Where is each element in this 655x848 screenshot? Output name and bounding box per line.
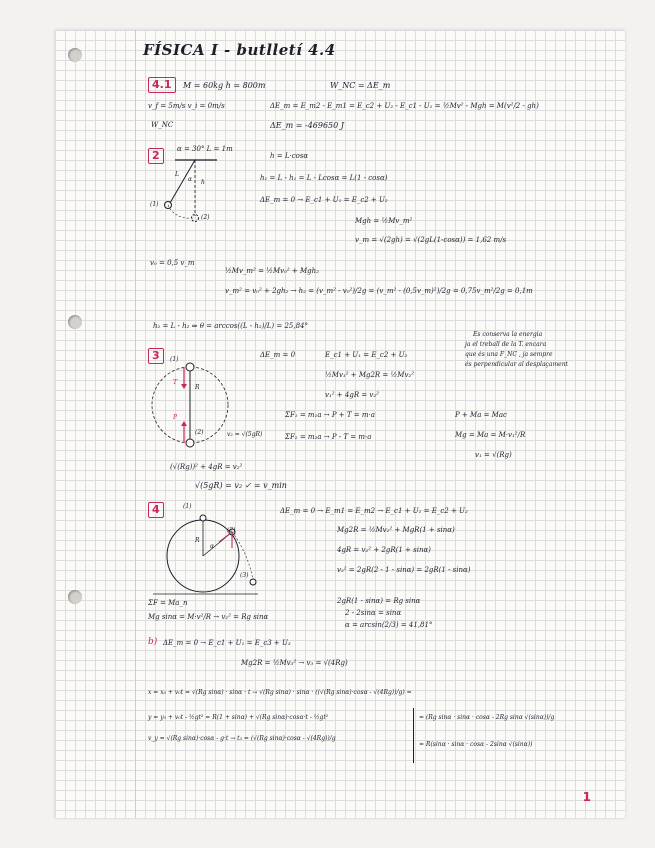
p4-b-line1: ΔE_m = 0 → E_c1 + U₁ = E_c3 + U₃ bbox=[163, 639, 291, 647]
p3-line1b: E_c1 + U₁ = E_c2 + U₂ bbox=[325, 351, 408, 359]
p4-line5: ΣF = Ma_n bbox=[148, 599, 188, 607]
page-number: 1 bbox=[582, 790, 591, 804]
force-arrow-top bbox=[181, 384, 187, 389]
p3-line1: ΔE_m = 0 bbox=[260, 351, 296, 359]
p3-right2: Mg = Ma = M·v₁²/R bbox=[455, 431, 526, 439]
p2-line6: v₀ = 0,5 v_m bbox=[150, 259, 195, 267]
p4-line2: Mg2R = ½Mv₂² + MgR(1 + sinα) bbox=[337, 526, 455, 534]
diag-alpha: α bbox=[188, 176, 193, 183]
diag-point-1: (1) bbox=[150, 201, 159, 208]
p2-line9: h₂ = L - h₂ ⇒ θ = arccos((L - h₂)/L) = 25,84° bbox=[153, 322, 308, 330]
p4-line1: ΔE_m = 0 → E_m1 = E_m2 → E_c1 + U₁ = E_c2 + U₂ bbox=[280, 507, 468, 515]
p1-line2: v_f = 5m/s v_i = 0m/s bbox=[148, 102, 225, 110]
note-line3: que és una F_NC , ja sempre bbox=[465, 351, 553, 358]
page-title: FÍSICA I - butlletí 4.4 bbox=[143, 41, 336, 59]
eq-result2: = R(sinα · sinα · cosα - 2sinα √(sinα)) bbox=[419, 741, 533, 748]
p3-diag-T: T bbox=[173, 379, 178, 386]
p4-part-b-label: b) bbox=[148, 637, 158, 647]
p1-line2b: ΔE_m = E_m2 - E_m1 = E_c2 + U₂ - E_c1 - U₁ = ½Mv² - Mgh = M(v²/2 - gh) bbox=[270, 102, 539, 110]
p3-line5: ΣF₂ = m₂a → P - T = m·a bbox=[285, 433, 372, 441]
p3-right3: v₁ = √(Rg) bbox=[475, 451, 512, 459]
p4-line9: α = arcsin(2/3) = 41,81° bbox=[345, 621, 433, 629]
diag-point-2: (2) bbox=[201, 214, 210, 221]
p4-diag-3: (3) bbox=[240, 572, 249, 579]
p3-diag-P: P bbox=[173, 414, 178, 421]
binder-hole-middle bbox=[68, 315, 82, 329]
p4-line3: 4gR = v₂² + 2gR(1 + sinα) bbox=[337, 546, 431, 554]
p4-b-line2: Mg2R = ½Mv₃² → v₃ = √(4Rg) bbox=[241, 659, 348, 667]
ball-top bbox=[186, 363, 194, 371]
p2-line4: Mgh = ½Mv_m² bbox=[355, 217, 413, 225]
p1-result: ΔE_m = -469650 J bbox=[270, 121, 344, 130]
note-line1: Es conserva la energia bbox=[473, 331, 543, 338]
pendulum-arc bbox=[168, 205, 195, 218]
eq-y: y = y₀ + v₀t - ½gt² = R(1 + sinα) + √(Rg sinα)·cosα·t - ½gt² bbox=[148, 714, 329, 721]
p3-diag-2: (2) bbox=[195, 429, 204, 436]
problem-number-3: 3 bbox=[148, 348, 164, 364]
pendulum-diagram bbox=[155, 158, 235, 228]
p2-line1: h = L·cosα bbox=[270, 152, 309, 160]
p4-diag-alpha: α bbox=[210, 543, 215, 550]
p4-diag-2: (2) bbox=[227, 527, 236, 534]
p3-diag-R: R bbox=[195, 384, 200, 391]
p4-diag-1: (1) bbox=[183, 503, 192, 510]
problem-number-2: 2 bbox=[148, 148, 164, 164]
p1-line3: W_NC bbox=[151, 121, 174, 129]
notebook-page bbox=[55, 30, 625, 818]
p2-line7: ½Mv_m² = ½Mv₀² + Mgh₂ bbox=[225, 267, 319, 275]
diag-L: L bbox=[175, 171, 179, 178]
sphere-diagram bbox=[153, 508, 263, 598]
force-arrow-bottom bbox=[181, 421, 187, 426]
p3-right1: P + Ma = Mac bbox=[455, 411, 507, 419]
p3-line7: √(5gR) = v₂ ✓ = v_min bbox=[195, 481, 287, 490]
eq-x: x = x₀ + v₀t = √(Rg sinα) · sinα · t → √(Rg sinα) · sinα · ((√(Rg sinα)·cosα - √(4Rg))/g) = bbox=[148, 689, 412, 696]
note-line4: és perpendicular al desplaçament bbox=[465, 361, 568, 368]
p3-line4: ΣF₁ = m₁a → P + T = m·a bbox=[285, 411, 375, 419]
p4-line6: Mg sinα = M·v²/R → v₂² = Rg sinα bbox=[148, 613, 269, 621]
p3-v2-label: v₂ = √(5gR) bbox=[227, 431, 263, 438]
sphere-ball-1 bbox=[200, 515, 206, 521]
p4-line8: 2 - 2sinα = sinα bbox=[345, 609, 402, 617]
binder-hole-bottom bbox=[68, 590, 82, 604]
eq-vy: v_y = √(Rg sinα)·cosα - g·t → t₃ = (√(Rg sinα)·cosα - √(4Rg))/g bbox=[148, 735, 336, 742]
vertical-circle-diagram bbox=[150, 360, 230, 455]
binder-hole-top bbox=[68, 48, 82, 62]
p4-diag-R: R bbox=[195, 537, 200, 544]
problem-number-4: 4 bbox=[148, 502, 164, 518]
margin-line bbox=[135, 30, 136, 818]
p4-line7: 2gR(1 - sinα) = Rg sinα bbox=[337, 597, 421, 605]
note-line2: ja el treball de la T. encara bbox=[465, 341, 547, 348]
p3-line6: (√(Rg))² + 4gR = v₂² bbox=[170, 463, 243, 471]
p3-line3: v₁² + 4gR = v₂² bbox=[325, 391, 379, 399]
diag-h: h bbox=[201, 179, 205, 186]
problem-number-4-1: 4.1 bbox=[148, 77, 176, 93]
p1-line1: M = 60kg h = 800m bbox=[183, 81, 266, 90]
p2-given: α = 30° L = 1m bbox=[177, 145, 233, 153]
p2-line8: v_m² = v₀² + 2gh₂ → h₂ = (v_m² - v₀²)/2g = (v_m² - (0,5v_m)²)/2g = 0,75v_m²/2g = 0,1m bbox=[225, 287, 533, 295]
p2-line3: ΔE_m = 0 → E_c1 + U₁ = E_c2 + U₂ bbox=[260, 196, 388, 204]
ball-bottom bbox=[186, 439, 194, 447]
p2-line2: h₁ = L - h₁ = L - Lcosα = L(1 - cosα) bbox=[260, 174, 388, 182]
p1-line1b: W_NC = ΔE_m bbox=[330, 81, 391, 90]
p3-line2: ½Mv₁² + Mg2R = ½Mv₂² bbox=[325, 371, 415, 379]
p3-diag-1: (1) bbox=[170, 356, 179, 363]
separator-line bbox=[413, 708, 414, 763]
p4-line4: v₂² = 2gR(2 - 1 - sinα) = 2gR(1 - sinα) bbox=[337, 566, 471, 574]
eq-result1: = (Rg sinα · sinα · cosα - 2Rg sinα √(sinα))/g bbox=[419, 714, 555, 721]
p2-line5: v_m = √(2gh) = √(2gL(1-cosα)) = 1,62 m/s bbox=[355, 236, 507, 244]
